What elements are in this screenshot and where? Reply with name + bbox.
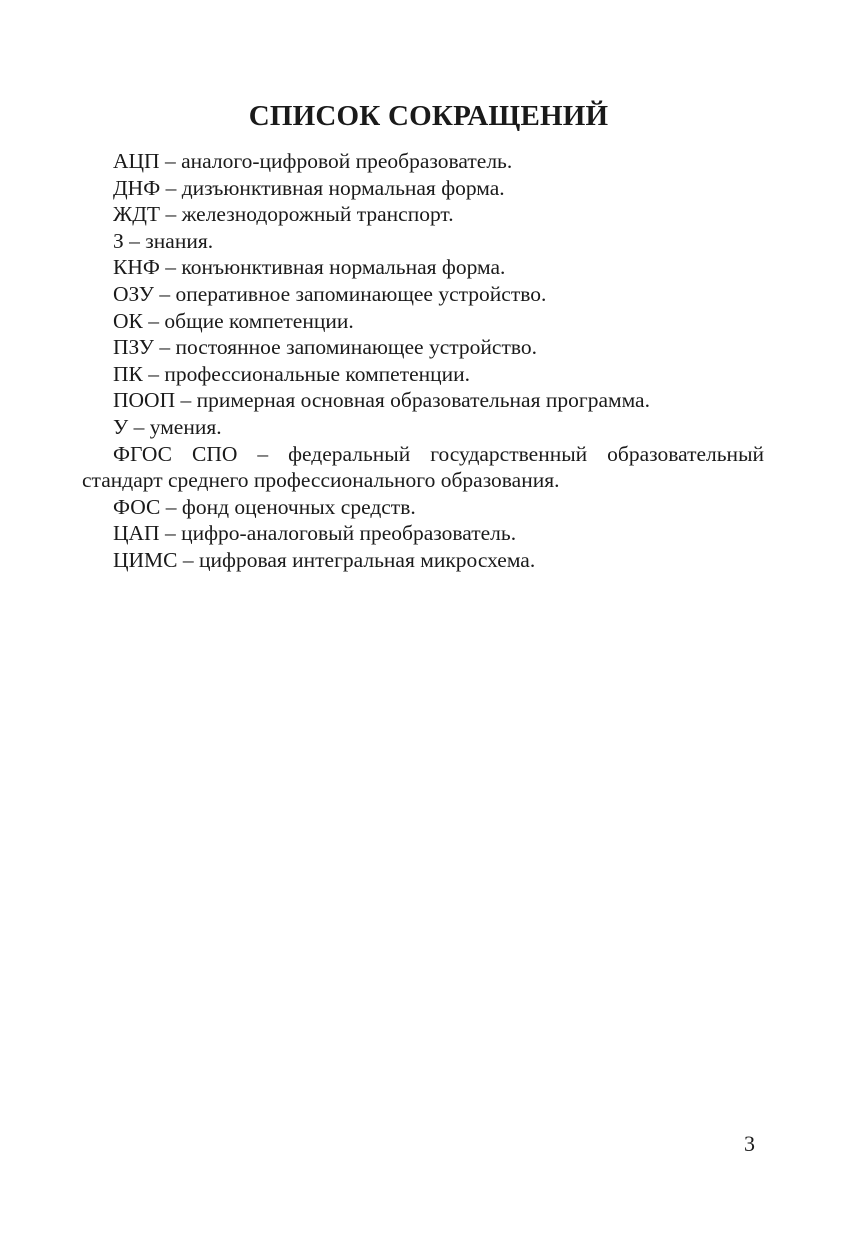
abbreviation-definition: дизъюнктивная нормальная форма.: [181, 175, 505, 200]
entry-separator: –: [164, 149, 176, 173]
abbreviation-definition: профессиональные компетенции.: [164, 361, 471, 386]
entry-separator: –: [159, 335, 171, 360]
abbreviation-definition: фонд оценочных средств.: [181, 494, 416, 519]
entry-separator: –: [182, 547, 194, 572]
abbreviation-entry-10: [82, 414, 764, 441]
abbreviation-definition: примерная основная образовательная программа.: [196, 388, 650, 413]
abbreviation-list: [82, 148, 764, 574]
page-title: СПИСОК СОКРАЩЕНИЙ: [248, 100, 609, 132]
entry-separator: –: [164, 521, 176, 546]
abbreviation-definition: постоянное запоминающее устройство.: [175, 335, 537, 360]
abbreviation-term: ПЗУ: [113, 335, 154, 360]
abbreviation-term: ОК: [113, 308, 143, 333]
entry-separator: –: [165, 175, 177, 200]
entry-separator: –: [165, 202, 177, 227]
abbreviation-term: ФОС: [113, 494, 161, 519]
abbreviation-definition: конъюнктивная нормальная форма.: [181, 255, 506, 280]
entry-separator: –: [129, 228, 140, 253]
abbreviation-term: ФГОС СПО: [113, 441, 238, 466]
abbreviation-definition: железнодорожный транспорт.: [181, 202, 454, 227]
abbreviation-entry-2: [82, 201, 764, 228]
page-number: 3: [744, 1131, 755, 1156]
abbreviation-definition: цифро-аналоговый преобразователь.: [181, 521, 517, 546]
abbreviation-term: З: [113, 228, 124, 253]
abbreviation-definition: оперативное запоминающее устройство.: [175, 281, 547, 306]
abbreviation-term: АЦП: [113, 149, 160, 173]
entry-separator: –: [133, 414, 145, 439]
abbreviation-definition: знания.: [145, 228, 214, 253]
abbreviation-definition: федеральный государственный образовательный стандарт среднего профессионального образования.: [82, 441, 765, 493]
abbreviation-entry-12: [82, 494, 764, 521]
abbreviation-entry-7: [82, 334, 764, 361]
abbreviation-term: КНФ: [113, 255, 160, 280]
abbreviation-term: У: [113, 414, 129, 439]
abbreviation-entry-1: [82, 175, 764, 202]
entry-separator: –: [148, 361, 159, 386]
abbreviation-entry-4: [82, 254, 764, 281]
abbreviation-term: ДНФ: [113, 175, 161, 200]
entry-separator: –: [148, 308, 159, 333]
entry-separator: –: [257, 441, 269, 466]
abbreviation-term: ЖДТ: [113, 202, 161, 227]
entry-separator: –: [165, 255, 176, 280]
abbreviation-entry-8: [82, 361, 764, 388]
abbreviation-term: ЦАП: [113, 521, 160, 546]
abbreviation-term: ЦИМС: [113, 547, 178, 572]
abbreviation-definition: общие компетенции.: [164, 308, 354, 333]
abbreviation-entry-0: [82, 148, 764, 175]
abbreviation-definition: умения.: [149, 414, 222, 439]
abbreviation-term: ОЗУ: [113, 281, 154, 306]
abbreviation-entry-13: [82, 520, 764, 547]
entry-separator: –: [159, 281, 171, 306]
abbreviation-entry-3: [82, 228, 764, 255]
entry-separator: –: [165, 494, 177, 519]
abbreviation-term: ПК: [113, 361, 143, 386]
abbreviation-entry-5: [82, 281, 764, 308]
abbreviation-definition: цифровая интегральная микросхема.: [199, 547, 536, 572]
abbreviation-entry-14: [82, 547, 764, 574]
abbreviation-entry-9: [82, 387, 764, 414]
abbreviation-entry-11: [82, 441, 764, 494]
entry-separator: –: [180, 388, 192, 413]
abbreviation-entry-6: [82, 308, 764, 335]
abbreviation-definition: аналого-цифровой преобразователь.: [181, 149, 513, 173]
abbreviation-term: ПООП: [113, 388, 176, 413]
